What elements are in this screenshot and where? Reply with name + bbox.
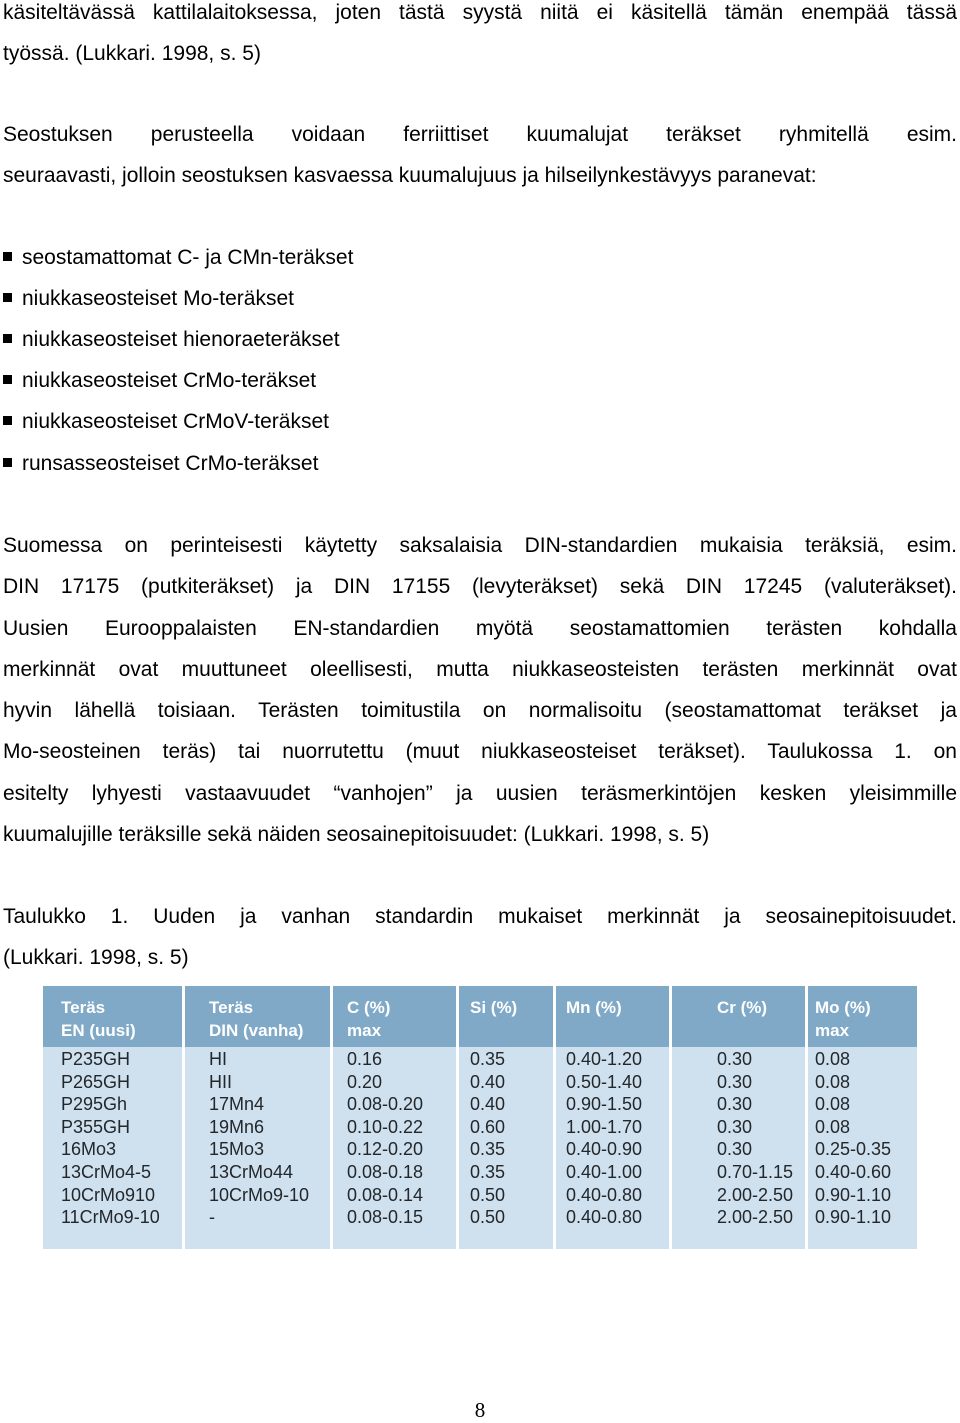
table-cell: 0.30 xyxy=(717,1094,753,1115)
table-caption: Taulukko 1. Uuden ja vanhan standardin mukaiset merkinnät ja seosainepitoisuudet. xyxy=(3,905,957,928)
square-bullet-icon xyxy=(3,252,12,261)
table-cell: 11CrMo9-10 xyxy=(61,1207,160,1228)
table-cell: 2.00-2.50 xyxy=(717,1184,794,1205)
column-separator xyxy=(805,986,808,1249)
list-item: niukkaseosteiset Mo-teräkset xyxy=(3,285,294,313)
table-header-cell: Teräs DIN (vanha) xyxy=(209,998,304,1040)
table-cell: 0.70-1.15 xyxy=(717,1162,794,1182)
table-cell: - xyxy=(209,1207,215,1228)
square-bullet-icon xyxy=(3,334,12,343)
table-cell: 17Mn4 xyxy=(209,1094,265,1115)
steel-table xyxy=(43,986,917,1249)
table-header-cell: Teräs EN (uusi) xyxy=(61,998,136,1040)
table-cell: 1.00-1.70 xyxy=(566,1116,643,1137)
table-cell: 0.25-0.35 xyxy=(815,1139,892,1160)
table-cell: 0.08-0.15 xyxy=(347,1207,424,1228)
table-cell: 0.40-0.80 xyxy=(566,1184,643,1205)
column-separator xyxy=(182,986,185,1249)
table-header-cell: Mn (%) xyxy=(566,998,622,1017)
table-cell: 13CrMo44 xyxy=(209,1162,294,1182)
table-cell: 0.40 xyxy=(470,1094,506,1115)
table-header-cell: Si (%) xyxy=(470,998,518,1017)
table-cell: 0.08-0.20 xyxy=(347,1094,424,1115)
table-cell: 0.08 xyxy=(815,1071,851,1092)
square-bullet-icon xyxy=(3,416,12,425)
table-cell: 0.08-0.14 xyxy=(347,1184,424,1205)
table-cell: 10CrMo910 xyxy=(61,1184,156,1205)
list-item: niukkaseosteiset CrMoV-teräkset xyxy=(3,408,329,436)
text-line: käsiteltävässä kattilalaitoksessa, joten tästä syystä niitä ei käsitellä tämän enempää tässä xyxy=(3,1,957,24)
table-cell: 10CrMo9-10 xyxy=(209,1184,310,1205)
table-header-cell: Cr (%) xyxy=(717,998,768,1017)
table-cell: 2.00-2.50 xyxy=(717,1207,794,1228)
table-cell: 0.50-1.40 xyxy=(566,1071,643,1092)
table-cell: 0.35 xyxy=(470,1139,506,1160)
column-separator xyxy=(669,986,672,1249)
text-line: Mo-seosteinen teräs) tai nuorrutettu (muut niukkaseosteiset teräkset). Taulukossa 1. on xyxy=(3,740,957,763)
table-cell: 0.40-0.90 xyxy=(566,1139,643,1160)
table-cell: 0.16 xyxy=(347,1049,383,1069)
text-line: Seostuksen perusteella voidaan ferriittiset kuumalujat teräkset ryhmitellä esim. xyxy=(3,123,957,146)
square-bullet-icon xyxy=(3,293,12,302)
table-header-cell: C (%) max xyxy=(347,998,391,1040)
text-line: esitelty lyhyesti vastaavuudet “vanhojen” ja uusien teräsmerkintöjen kesken yleisimmille xyxy=(3,782,957,805)
table-cell: 0.08 xyxy=(815,1049,851,1069)
table-cell: 0.35 xyxy=(470,1162,506,1182)
list-item: niukkaseosteiset CrMo-teräkset xyxy=(3,367,316,395)
text-line: Uusien Eurooppalaisten EN-standardien myötä seostamattomien terästen kohdalla xyxy=(3,617,957,640)
table-cell: 0.50 xyxy=(470,1184,506,1205)
table-cell: 0.90-1.50 xyxy=(566,1094,643,1115)
text-line: hyvin lähellä toisiaan. Terästen toimitustila on normalisoitu (seostamattomat teräkset ja xyxy=(3,699,957,722)
table-header-cell: Mo (%) max xyxy=(815,998,871,1040)
table-cell: 0.35 xyxy=(470,1049,506,1069)
column-separator xyxy=(330,986,333,1249)
table-cell: 0.30 xyxy=(717,1116,753,1137)
text-line: Suomessa on perinteisesti käytetty saksalaisia DIN-standardien mukaisia teräksiä, esim. xyxy=(3,534,957,557)
table-cell: 0.90-1.10 xyxy=(815,1207,892,1228)
square-bullet-icon xyxy=(3,375,12,384)
table-cell: 0.60 xyxy=(470,1116,506,1137)
table-cell: 0.20 xyxy=(347,1071,383,1092)
text-line: kuumalujille teräksille sekä näiden seosainepitoisuudet: (Lukkari. 1998, s. 5) xyxy=(3,823,710,846)
table-cell: 0.50 xyxy=(470,1207,506,1228)
list-item: runsasseosteiset CrMo-teräkset xyxy=(3,450,318,478)
table-cell: HII xyxy=(209,1071,233,1092)
text-line: seuraavasti, jolloin seostuksen kasvaessa kuumalujuus ja hilseilynkestävyys paranevat: xyxy=(3,164,817,187)
list-item: seostamattomat C- ja CMn-teräkset xyxy=(3,244,353,272)
table-cell: HI xyxy=(209,1049,227,1069)
page-number: 8 xyxy=(474,1398,486,1422)
square-bullet-icon xyxy=(3,458,12,467)
table-cell: 19Mn6 xyxy=(209,1116,265,1137)
table-cell: 0.12-0.20 xyxy=(347,1139,424,1160)
table-cell: 0.40-0.80 xyxy=(566,1207,643,1228)
table-cell: P265GH xyxy=(61,1071,131,1092)
table-cell: 0.40-1.00 xyxy=(566,1162,643,1182)
table-cell: 0.40 xyxy=(470,1071,506,1092)
table-cell: 0.30 xyxy=(717,1071,753,1092)
table-cell: 16Mo3 xyxy=(61,1139,117,1160)
table-cell: 0.40-0.60 xyxy=(815,1162,892,1182)
table-cell: 13CrMo4-5 xyxy=(61,1162,152,1182)
list-item: niukkaseosteiset hienoraeteräkset xyxy=(3,326,340,354)
table-cell: 0.30 xyxy=(717,1049,753,1069)
table-cell: 0.08 xyxy=(815,1116,851,1137)
table-cell: 0.90-1.10 xyxy=(815,1184,892,1205)
table-cell: P355GH xyxy=(61,1116,131,1137)
table-cell: 0.40-1.20 xyxy=(566,1049,643,1069)
column-separator xyxy=(553,986,556,1249)
table-cell: 0.10-0.22 xyxy=(347,1116,424,1137)
text-line: DIN 17175 (putkiteräkset) ja DIN 17155 (levyteräkset) sekä DIN 17245 (valuteräkset). xyxy=(3,575,957,598)
table-cell: P235GH xyxy=(61,1049,131,1069)
table-caption: (Lukkari. 1998, s. 5) xyxy=(3,946,189,969)
column-separator xyxy=(456,986,459,1249)
text-line: työssä. (Lukkari. 1998, s. 5) xyxy=(3,42,261,65)
table-cell: 15Mo3 xyxy=(209,1139,265,1160)
table-cell: 0.30 xyxy=(717,1139,753,1160)
text-line: merkinnät ovat muuttuneet oleellisesti, mutta niukkaseosteisten terästen merkinnät ovat xyxy=(3,658,957,681)
table-cell: 0.08 xyxy=(815,1094,851,1115)
table-cell: P295Gh xyxy=(61,1094,128,1115)
table-cell: 0.08-0.18 xyxy=(347,1162,424,1182)
